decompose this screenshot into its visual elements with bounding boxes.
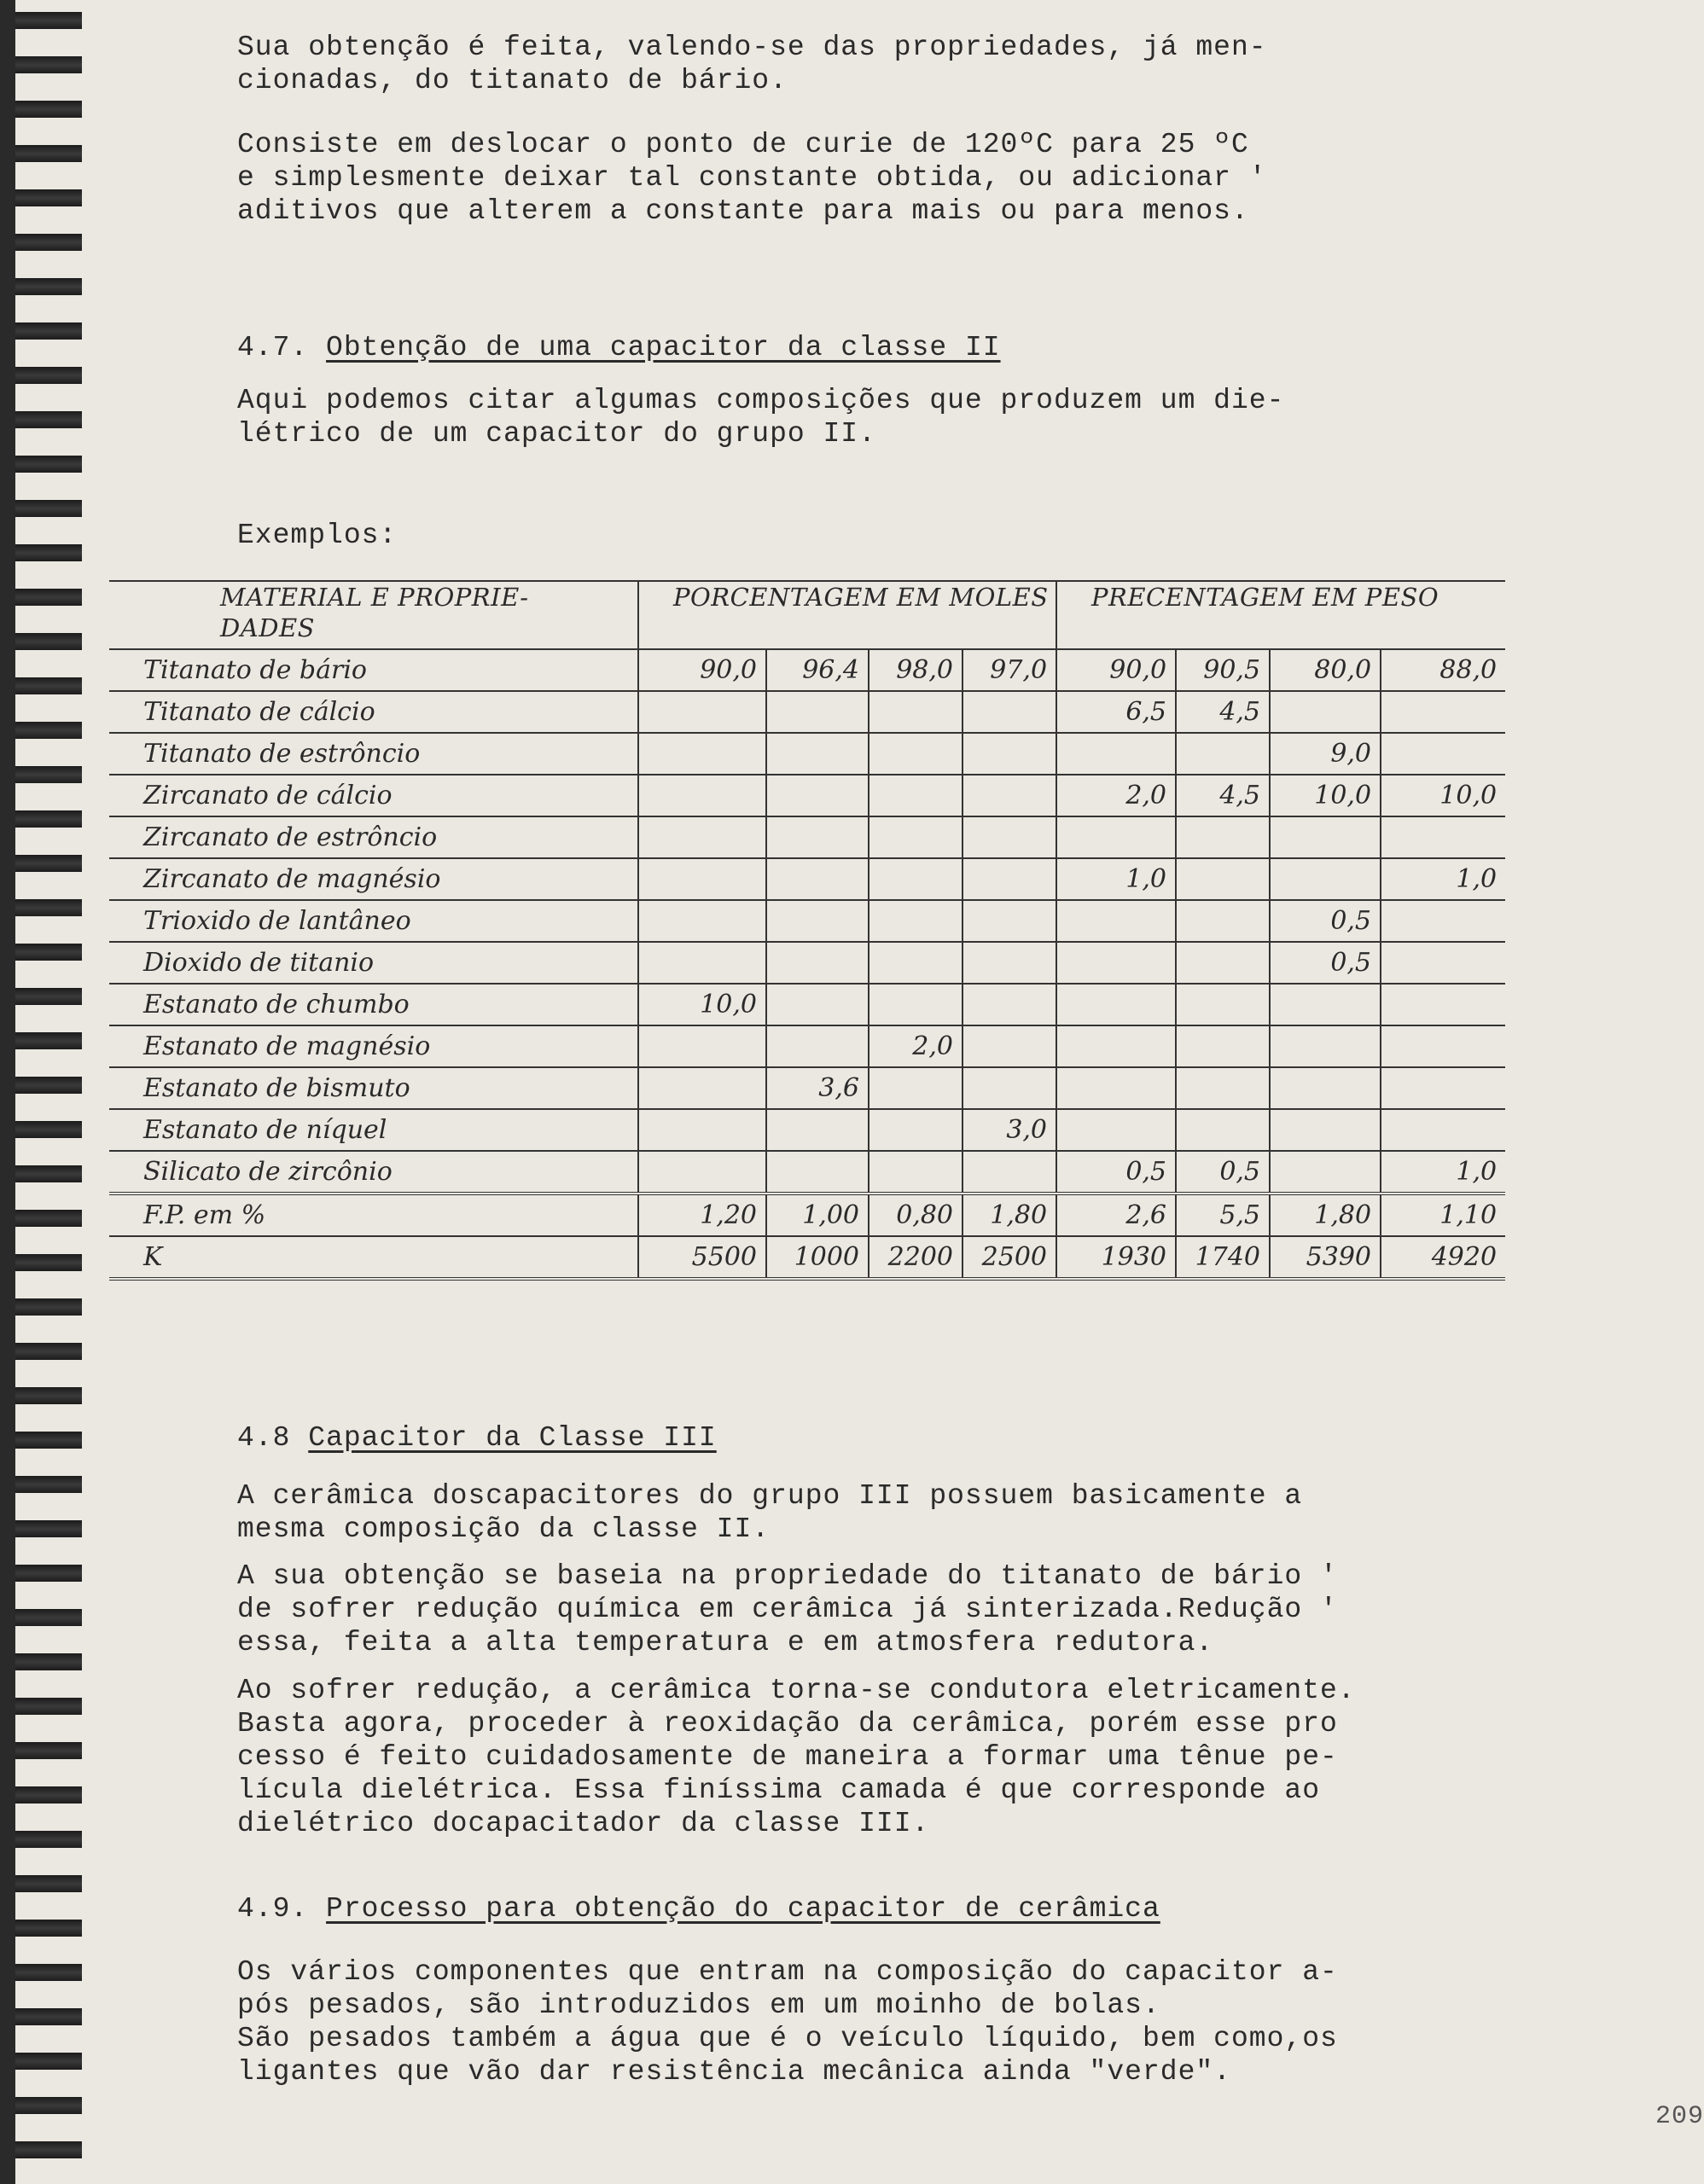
table-cell: [1176, 984, 1270, 1025]
table-cell: [869, 858, 962, 900]
table-cell: 1,20: [638, 1194, 766, 1236]
row-label: Silicato de zircônio: [109, 1151, 638, 1194]
table-header-row: [109, 581, 1505, 649]
section-4-7-title: Obtenção de uma capacitor da classe II: [326, 332, 1001, 363]
table-cell: [1176, 1025, 1270, 1067]
section-4-7-body: Aqui podemos citar algumas composições que produzem um die- létrico de um capacitor do grupo II.: [237, 385, 1285, 450]
table-cell: [766, 733, 869, 775]
table-row: [109, 775, 1505, 816]
table-cell: 1,0: [1381, 858, 1505, 900]
row-label: Estanato de níquel: [109, 1109, 638, 1151]
table-cell: [962, 1151, 1056, 1194]
table-cell: [1270, 816, 1381, 858]
table-cell: 80,0: [1270, 649, 1381, 691]
table-cell: [1381, 900, 1505, 942]
table-cell: [1270, 984, 1381, 1025]
table-cell: [1056, 1109, 1176, 1151]
table-cell: [962, 984, 1056, 1025]
table-cell: 6,5: [1056, 691, 1176, 733]
section-4-9-paragraph: Os vários componentes que entram na composição do capacitor a- pós pesados, são introduzidos em um moinho de bolas. São pesados também a água que é o veículo líquido, bem como,os ligantes que vão dar resistência mecânica ainda "verde".: [237, 1956, 1338, 2088]
table-cell: [1381, 1109, 1505, 1151]
table-cell: 90,5: [1176, 649, 1270, 691]
table-cell: 4,5: [1176, 775, 1270, 816]
table-cell: [962, 733, 1056, 775]
table-cell: 10,0: [1270, 775, 1381, 816]
table-cell: [1176, 858, 1270, 900]
table-cell: [869, 733, 962, 775]
table-cell: 1,0: [1381, 1151, 1505, 1194]
table-row: [109, 858, 1505, 900]
table-cell: [1176, 1067, 1270, 1109]
table-cell: [1381, 942, 1505, 984]
table-cell: 1740: [1176, 1236, 1270, 1279]
table-cell: [1176, 900, 1270, 942]
table-cell: 2500: [962, 1236, 1056, 1279]
row-label: Titanato de estrôncio: [109, 733, 638, 775]
table-cell: [1056, 1067, 1176, 1109]
table-cell: [1270, 1151, 1381, 1194]
header-moles: PORCENTAGEM EM MOLES: [638, 581, 1056, 649]
table-cell: [1381, 691, 1505, 733]
table-cell: [638, 1151, 766, 1194]
table-cell: [869, 691, 962, 733]
table-cell: [869, 1151, 962, 1194]
table-cell: [766, 1109, 869, 1151]
table-cell: [962, 942, 1056, 984]
table-cell: [638, 775, 766, 816]
table-cell: [1176, 1109, 1270, 1151]
table-cell: [638, 1025, 766, 1067]
table-cell: [766, 858, 869, 900]
table-cell: [1270, 858, 1381, 900]
intro-paragraph-2: Consiste em deslocar o ponto de curie de 120ºC para 25 ºC e simplesmente deixar tal constante obtida, ou adicionar ' aditivos que alterem a constante para mais ou para menos.: [237, 129, 1267, 227]
table-cell: [1270, 1025, 1381, 1067]
table-cell: 5390: [1270, 1236, 1381, 1279]
table-cell: 5,5: [1176, 1194, 1270, 1236]
table-cell: [766, 942, 869, 984]
table-cell: [1176, 816, 1270, 858]
section-4-8-paragraph-1: A cerâmica doscapacitores do grupo III possuem basicamente a mesma composição da classe II.: [237, 1480, 1303, 1545]
table-cell: [766, 691, 869, 733]
table-cell: [962, 1025, 1056, 1067]
spiral-binding: [0, 0, 82, 2184]
row-label: Zircanato de estrôncio: [109, 816, 638, 858]
table-cell: 97,0: [962, 649, 1056, 691]
table-row: [109, 900, 1505, 942]
examples-label: Exemplos:: [237, 520, 398, 551]
table-row: [109, 816, 1505, 858]
table-row: [109, 942, 1505, 984]
table-cell: 0,5: [1270, 942, 1381, 984]
table-cell: [1270, 1109, 1381, 1151]
table-cell: [869, 1109, 962, 1151]
row-label: Zircanato de cálcio: [109, 775, 638, 816]
table-cell: [766, 984, 869, 1025]
table-cell: 88,0: [1381, 649, 1505, 691]
table-cell: 5500: [638, 1236, 766, 1279]
section-4-7-heading: [237, 331, 1001, 364]
table-cell: 2200: [869, 1236, 962, 1279]
section-4-9-title: Processo para obtenção do capacitor de cerâmica: [326, 1893, 1160, 1925]
table-cell: [638, 942, 766, 984]
row-label: Titanato de bário: [109, 649, 638, 691]
section-4-9-heading: [237, 1892, 1160, 1926]
table-cell: [962, 691, 1056, 733]
table-cell: [1270, 1067, 1381, 1109]
table-cell: 1930: [1056, 1236, 1176, 1279]
table-cell: [1056, 816, 1176, 858]
table-cell: [638, 691, 766, 733]
section-4-8-title: Capacitor da Classe III: [308, 1422, 717, 1454]
header-weight: PRECENTAGEM EM PESO: [1056, 581, 1505, 649]
table-cell: 4920: [1381, 1236, 1505, 1279]
row-label: Titanato de cálcio: [109, 691, 638, 733]
row-label: Zircanato de magnésio: [109, 858, 638, 900]
table-cell: [638, 733, 766, 775]
section-4-9-number: 4.9.: [237, 1893, 309, 1925]
table-cell: 90,0: [1056, 649, 1176, 691]
row-label: F.P. em %: [109, 1194, 638, 1236]
table-cell: 1,80: [1270, 1194, 1381, 1236]
section-4-7-number: 4.7.: [237, 332, 309, 363]
table-cell: [869, 942, 962, 984]
table-cell: 4,5: [1176, 691, 1270, 733]
table-cell: [962, 900, 1056, 942]
table-row-fp: [109, 1194, 1505, 1236]
table-cell: 0,5: [1270, 900, 1381, 942]
table-cell: [1176, 942, 1270, 984]
intro-paragraph-1: Sua obtenção é feita, valendo-se das propriedades, já men- cionadas, do titanato de bário.: [237, 32, 1267, 96]
table-cell: [1056, 1025, 1176, 1067]
table-cell: 3,6: [766, 1067, 869, 1109]
table-cell: [1056, 900, 1176, 942]
table-cell: 1,00: [766, 1194, 869, 1236]
table-cell: 90,0: [638, 649, 766, 691]
table-cell: [638, 1109, 766, 1151]
table-cell: [962, 858, 1056, 900]
row-label: Dioxido de titanio: [109, 942, 638, 984]
table-cell: [766, 1151, 869, 1194]
section-4-8-number: 4.8: [237, 1422, 291, 1454]
table-cell: [1381, 816, 1505, 858]
table-cell: [869, 984, 962, 1025]
table-row: [109, 1025, 1505, 1067]
table-row: [109, 1151, 1505, 1194]
table-cell: [1270, 691, 1381, 733]
table-cell: [638, 816, 766, 858]
table-cell: 10,0: [638, 984, 766, 1025]
section-4-8-paragraph-3: Ao sofrer redução, a cerâmica torna-se condutora eletricamente. Basta agora, proceder à reoxidação da cerâmica, porém esse pro cesso é feito cuidadosamente de maneira a formar uma tênue pe- lícula dielétrica. Essa finíssima camada é que corresponde ao dielétrico docapacitador da classe III.: [237, 1675, 1356, 1839]
table-row: [109, 1067, 1505, 1109]
table-cell: [1056, 942, 1176, 984]
table-cell: [1381, 984, 1505, 1025]
table-cell: 0,5: [1056, 1151, 1176, 1194]
table-cell: 0,80: [869, 1194, 962, 1236]
table-row: [109, 984, 1505, 1025]
table-cell: [1381, 1067, 1505, 1109]
table-cell: [638, 1067, 766, 1109]
table-cell: 0,5: [1176, 1151, 1270, 1194]
table-cell: 3,0: [962, 1109, 1056, 1151]
page-number: 209: [1655, 2102, 1704, 2131]
table-cell: [962, 816, 1056, 858]
table-cell: 2,0: [869, 1025, 962, 1067]
row-label: K: [109, 1236, 638, 1279]
table-cell: [869, 900, 962, 942]
table-cell: 1,0: [1056, 858, 1176, 900]
table-cell: 1,80: [962, 1194, 1056, 1236]
table-cell: [1056, 984, 1176, 1025]
table-cell: [638, 900, 766, 942]
composition-table: [109, 580, 1505, 1281]
table-row: [109, 649, 1505, 691]
section-4-8-heading: [237, 1421, 717, 1455]
table-cell: 2,6: [1056, 1194, 1176, 1236]
row-label: Trioxido de lantâneo: [109, 900, 638, 942]
table-cell: 2,0: [1056, 775, 1176, 816]
table-row-k: [109, 1236, 1505, 1279]
table-cell: [869, 775, 962, 816]
table-cell: [1381, 1025, 1505, 1067]
table-cell: [766, 816, 869, 858]
table-cell: [962, 775, 1056, 816]
row-label: Estanato de bismuto: [109, 1067, 638, 1109]
table-cell: 98,0: [869, 649, 962, 691]
table-cell: 96,4: [766, 649, 869, 691]
table-body: [109, 649, 1505, 1279]
table-cell: [869, 816, 962, 858]
header-material: MATERIAL E PROPRIE- DADES: [109, 581, 638, 649]
row-label: Estanato de chumbo: [109, 984, 638, 1025]
table-row: [109, 1109, 1505, 1151]
table-cell: 1000: [766, 1236, 869, 1279]
table-cell: [1176, 733, 1270, 775]
table-cell: [962, 1067, 1056, 1109]
table-cell: [766, 775, 869, 816]
table-cell: 1,10: [1381, 1194, 1505, 1236]
table-cell: [869, 1067, 962, 1109]
table-cell: [766, 1025, 869, 1067]
table-cell: [1381, 733, 1505, 775]
table-cell: 10,0: [1381, 775, 1505, 816]
table-row: [109, 691, 1505, 733]
table-cell: 9,0: [1270, 733, 1381, 775]
table-row: [109, 733, 1505, 775]
row-label: Estanato de magnésio: [109, 1025, 638, 1067]
table-cell: [638, 858, 766, 900]
table-cell: [1056, 733, 1176, 775]
table-cell: [766, 900, 869, 942]
section-4-8-paragraph-2: A sua obtenção se baseia na propriedade do titanato de bário ' de sofrer redução química em cerâmica já sinterizada.Redução ' essa, feita a alta temperatura e em atmosfera redutora.: [237, 1560, 1338, 1658]
